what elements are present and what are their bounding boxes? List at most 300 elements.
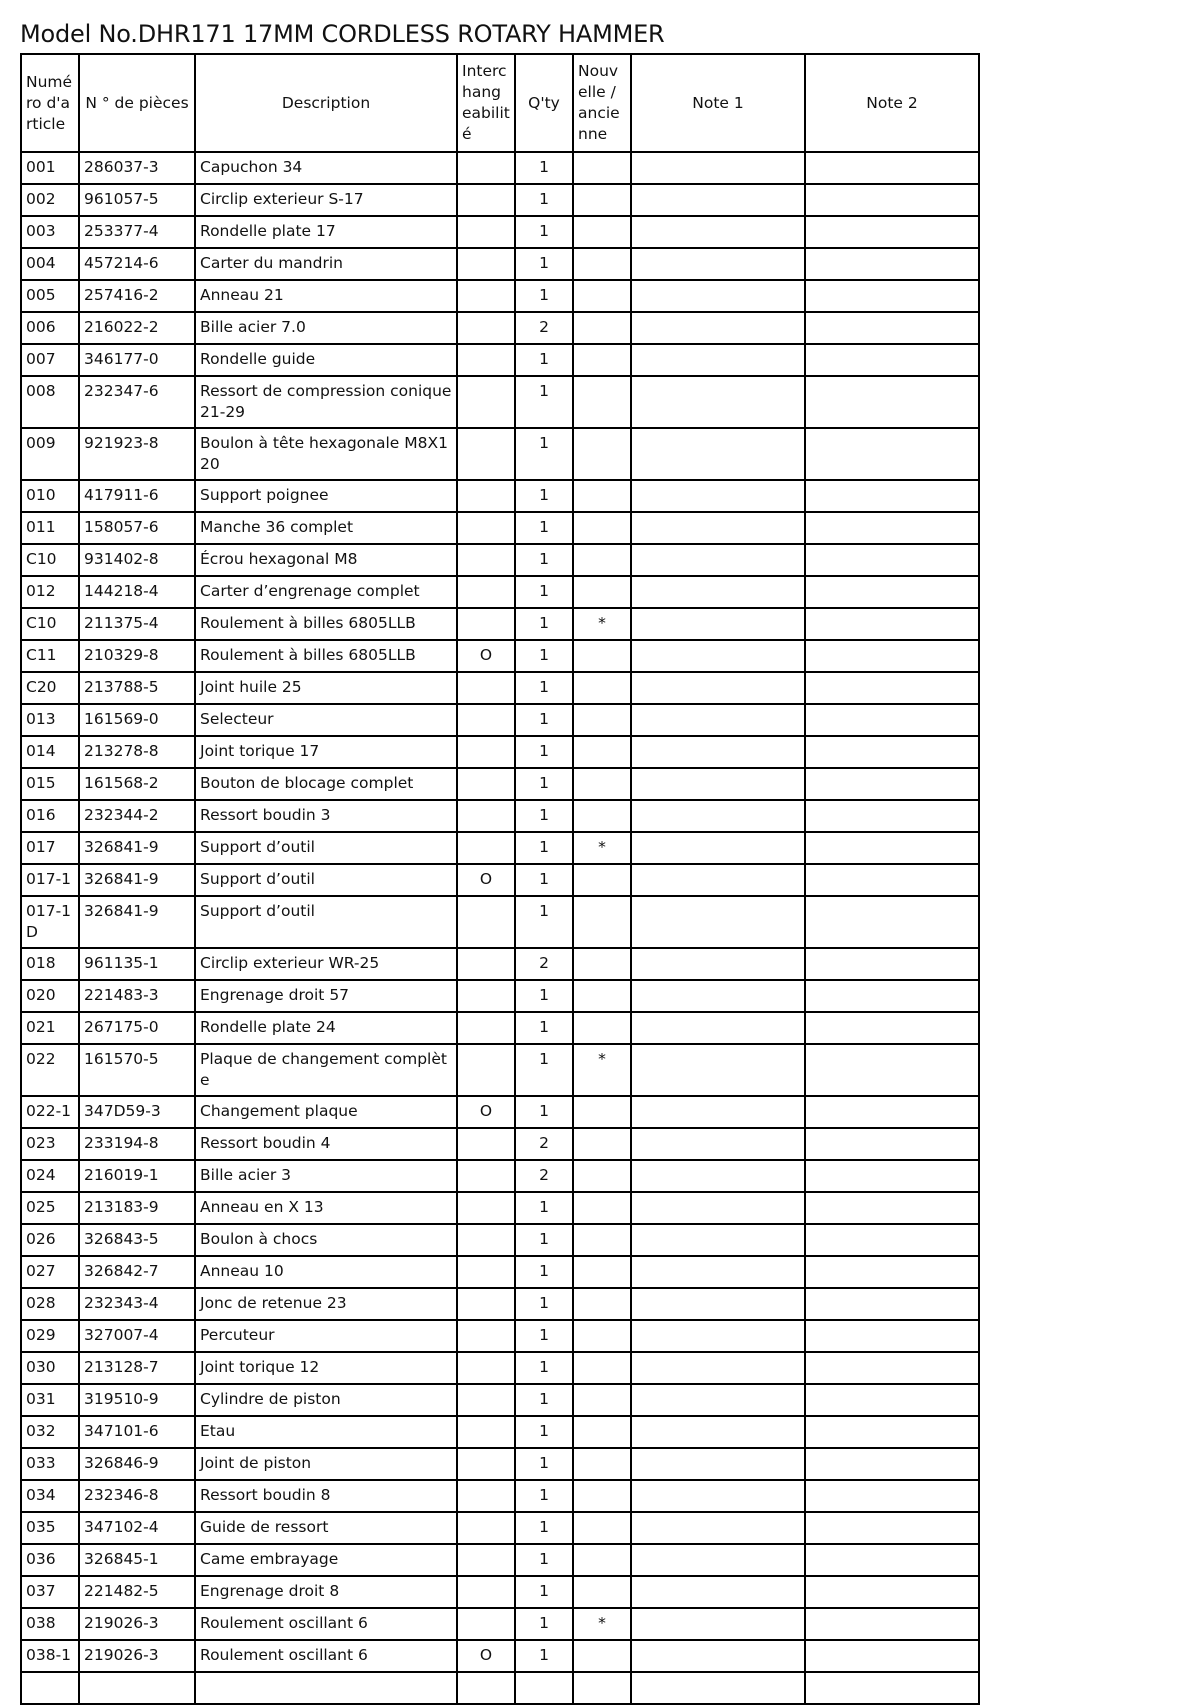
interchangeability-cell — [457, 1256, 515, 1288]
item-number-cell: 028 — [21, 1288, 79, 1320]
item-number-cell: 024 — [21, 1160, 79, 1192]
quantity-cell: 1 — [515, 344, 573, 376]
new-old-cell — [573, 896, 631, 948]
empty-cell — [195, 1672, 457, 1704]
note-1-cell — [631, 544, 805, 576]
new-old-cell — [573, 1576, 631, 1608]
new-old-cell — [573, 1448, 631, 1480]
interchangeability-cell — [457, 832, 515, 864]
note-1-cell — [631, 1044, 805, 1096]
note-2-cell — [805, 1128, 979, 1160]
part-number-cell: 161570-5 — [79, 1044, 195, 1096]
note-2-cell — [805, 1352, 979, 1384]
part-number-cell: 216022-2 — [79, 312, 195, 344]
header-item-number: Numéro d'article — [21, 54, 79, 152]
item-number-cell: 002 — [21, 184, 79, 216]
quantity-cell: 1 — [515, 1448, 573, 1480]
description-cell: Jonc de retenue 23 — [195, 1288, 457, 1320]
item-number-cell: 012 — [21, 576, 79, 608]
new-old-cell — [573, 1640, 631, 1672]
note-2-cell — [805, 1224, 979, 1256]
note-1-cell — [631, 184, 805, 216]
table-row — [21, 948, 979, 980]
note-2-cell — [805, 1480, 979, 1512]
part-number-cell: 921923-8 — [79, 428, 195, 480]
interchangeability-cell — [457, 1288, 515, 1320]
part-number-cell: 961135-1 — [79, 948, 195, 980]
item-number-cell: C10 — [21, 608, 79, 640]
table-row — [21, 184, 979, 216]
note-1-cell — [631, 1576, 805, 1608]
table-row — [21, 768, 979, 800]
header-note-1: Note 1 — [631, 54, 805, 152]
note-1-cell — [631, 672, 805, 704]
quantity-cell: 1 — [515, 800, 573, 832]
quantity-cell: 1 — [515, 640, 573, 672]
header-new-old: Nouvelle / ancienne — [573, 54, 631, 152]
item-number-cell: 021 — [21, 1012, 79, 1044]
note-2-cell — [805, 480, 979, 512]
interchangeability-cell — [457, 512, 515, 544]
table-row — [21, 152, 979, 184]
new-old-cell — [573, 1416, 631, 1448]
item-number-cell: 033 — [21, 1448, 79, 1480]
note-2-cell — [805, 1096, 979, 1128]
interchangeability-cell — [457, 1416, 515, 1448]
note-1-cell — [631, 1320, 805, 1352]
interchangeability-cell — [457, 980, 515, 1012]
part-number-cell: 213183-9 — [79, 1192, 195, 1224]
note-1-cell — [631, 1224, 805, 1256]
quantity-cell: 1 — [515, 248, 573, 280]
note-2-cell — [805, 344, 979, 376]
note-2-cell — [805, 1576, 979, 1608]
item-number-cell: 016 — [21, 800, 79, 832]
empty-cell — [21, 1672, 79, 1704]
description-cell: Capuchon 34 — [195, 152, 457, 184]
interchangeability-cell — [457, 152, 515, 184]
table-row — [21, 376, 979, 428]
note-1-cell — [631, 1480, 805, 1512]
new-old-cell — [573, 768, 631, 800]
note-1-cell — [631, 1012, 805, 1044]
interchangeability-cell: O — [457, 640, 515, 672]
part-number-cell: 213788-5 — [79, 672, 195, 704]
new-old-cell — [573, 1160, 631, 1192]
note-2-cell — [805, 832, 979, 864]
part-number-cell: 161568-2 — [79, 768, 195, 800]
part-number-cell: 457214-6 — [79, 248, 195, 280]
quantity-cell: 1 — [515, 608, 573, 640]
interchangeability-cell — [457, 376, 515, 428]
interchangeability-cell — [457, 1160, 515, 1192]
quantity-cell: 1 — [515, 832, 573, 864]
item-number-cell: 009 — [21, 428, 79, 480]
table-row — [21, 980, 979, 1012]
table-row — [21, 1320, 979, 1352]
part-number-cell: 319510-9 — [79, 1384, 195, 1416]
new-old-cell — [573, 1192, 631, 1224]
table-row — [21, 1044, 979, 1096]
interchangeability-cell — [457, 344, 515, 376]
interchangeability-cell: O — [457, 1096, 515, 1128]
description-cell: Engrenage droit 57 — [195, 980, 457, 1012]
interchangeability-cell — [457, 1608, 515, 1640]
quantity-cell: 2 — [515, 1128, 573, 1160]
part-number-cell: 326841-9 — [79, 864, 195, 896]
new-old-cell — [573, 376, 631, 428]
description-cell: Joint torique 17 — [195, 736, 457, 768]
item-number-cell: 005 — [21, 280, 79, 312]
item-number-cell: 034 — [21, 1480, 79, 1512]
note-2-cell — [805, 248, 979, 280]
item-number-cell: 036 — [21, 1544, 79, 1576]
note-1-cell — [631, 376, 805, 428]
description-cell: Ressort boudin 3 — [195, 800, 457, 832]
table-row — [21, 1192, 979, 1224]
description-cell: Guide de ressort — [195, 1512, 457, 1544]
new-old-cell: * — [573, 832, 631, 864]
new-old-cell — [573, 1288, 631, 1320]
part-number-cell: 326846-9 — [79, 1448, 195, 1480]
interchangeability-cell — [457, 1224, 515, 1256]
interchangeability-cell — [457, 184, 515, 216]
quantity-cell: 1 — [515, 1576, 573, 1608]
quantity-cell: 1 — [515, 184, 573, 216]
description-cell: Support d’outil — [195, 832, 457, 864]
interchangeability-cell — [457, 1128, 515, 1160]
description-cell: Roulement à billes 6805LLB — [195, 640, 457, 672]
table-row — [21, 312, 979, 344]
table-row — [21, 1384, 979, 1416]
new-old-cell — [573, 344, 631, 376]
note-1-cell — [631, 248, 805, 280]
note-1-cell — [631, 832, 805, 864]
interchangeability-cell — [457, 896, 515, 948]
interchangeability-cell — [457, 704, 515, 736]
part-number-cell: 221483-3 — [79, 980, 195, 1012]
description-cell: Ressort boudin 4 — [195, 1128, 457, 1160]
note-1-cell — [631, 1416, 805, 1448]
quantity-cell: 1 — [515, 376, 573, 428]
note-2-cell — [805, 312, 979, 344]
table-row — [21, 1012, 979, 1044]
description-cell: Anneau 21 — [195, 280, 457, 312]
note-2-cell — [805, 1044, 979, 1096]
interchangeability-cell — [457, 1544, 515, 1576]
note-1-cell — [631, 800, 805, 832]
new-old-cell — [573, 864, 631, 896]
note-1-cell — [631, 1640, 805, 1672]
description-cell: Carter du mandrin — [195, 248, 457, 280]
item-number-cell: 017-1D — [21, 896, 79, 948]
description-cell: Boulon à chocs — [195, 1224, 457, 1256]
table-row — [21, 1288, 979, 1320]
quantity-cell: 1 — [515, 1384, 573, 1416]
note-2-cell — [805, 1320, 979, 1352]
interchangeability-cell — [457, 1448, 515, 1480]
part-number-cell: 347101-6 — [79, 1416, 195, 1448]
note-2-cell — [805, 1416, 979, 1448]
part-number-cell: 210329-8 — [79, 640, 195, 672]
quantity-cell: 1 — [515, 1512, 573, 1544]
table-row — [21, 1640, 979, 1672]
description-cell: Manche 36 complet — [195, 512, 457, 544]
interchangeability-cell: O — [457, 1640, 515, 1672]
description-cell: Boulon à tête hexagonale M8X120 — [195, 428, 457, 480]
interchangeability-cell — [457, 216, 515, 248]
item-number-cell: C11 — [21, 640, 79, 672]
note-1-cell — [631, 1608, 805, 1640]
quantity-cell: 1 — [515, 1096, 573, 1128]
table-row — [21, 1448, 979, 1480]
interchangeability-cell — [457, 1044, 515, 1096]
description-cell: Bille acier 3 — [195, 1160, 457, 1192]
table-row — [21, 1480, 979, 1512]
description-cell: Engrenage droit 8 — [195, 1576, 457, 1608]
description-cell: Plaque de changement complète — [195, 1044, 457, 1096]
note-1-cell — [631, 704, 805, 736]
new-old-cell — [573, 1096, 631, 1128]
description-cell: Selecteur — [195, 704, 457, 736]
item-number-cell: 022-1 — [21, 1096, 79, 1128]
quantity-cell: 1 — [515, 576, 573, 608]
part-number-cell: 961057-5 — [79, 184, 195, 216]
table-row — [21, 480, 979, 512]
description-cell: Roulement oscillant 6 — [195, 1608, 457, 1640]
quantity-cell: 1 — [515, 768, 573, 800]
description-cell: Came embrayage — [195, 1544, 457, 1576]
description-cell: Écrou hexagonal M8 — [195, 544, 457, 576]
note-1-cell — [631, 1544, 805, 1576]
quantity-cell: 1 — [515, 672, 573, 704]
new-old-cell — [573, 248, 631, 280]
item-number-cell: 013 — [21, 704, 79, 736]
quantity-cell: 1 — [515, 1044, 573, 1096]
quantity-cell: 1 — [515, 152, 573, 184]
part-number-cell: 219026-3 — [79, 1640, 195, 1672]
note-1-cell — [631, 480, 805, 512]
note-2-cell — [805, 980, 979, 1012]
new-old-cell — [573, 428, 631, 480]
new-old-cell — [573, 576, 631, 608]
empty-cell — [631, 1672, 805, 1704]
quantity-cell: 1 — [515, 216, 573, 248]
description-cell: Changement plaque — [195, 1096, 457, 1128]
new-old-cell — [573, 152, 631, 184]
new-old-cell — [573, 672, 631, 704]
new-old-cell — [573, 736, 631, 768]
item-number-cell: 011 — [21, 512, 79, 544]
new-old-cell — [573, 184, 631, 216]
description-cell: Bouton de blocage complet — [195, 768, 457, 800]
quantity-cell: 1 — [515, 428, 573, 480]
table-row-continuation — [21, 1672, 979, 1704]
interchangeability-cell — [457, 1512, 515, 1544]
note-1-cell — [631, 1448, 805, 1480]
item-number-cell: 031 — [21, 1384, 79, 1416]
new-old-cell: * — [573, 1608, 631, 1640]
interchangeability-cell — [457, 312, 515, 344]
item-number-cell: 027 — [21, 1256, 79, 1288]
note-1-cell — [631, 736, 805, 768]
quantity-cell: 1 — [515, 1288, 573, 1320]
part-number-cell: 326845-1 — [79, 1544, 195, 1576]
note-1-cell — [631, 948, 805, 980]
table-row — [21, 428, 979, 480]
table-row — [21, 248, 979, 280]
table-header-row — [21, 54, 979, 152]
note-1-cell — [631, 1256, 805, 1288]
note-2-cell — [805, 512, 979, 544]
quantity-cell: 1 — [515, 1544, 573, 1576]
description-cell: Circlip exterieur WR-25 — [195, 948, 457, 980]
description-cell: Circlip exterieur S-17 — [195, 184, 457, 216]
part-number-cell: 233194-8 — [79, 1128, 195, 1160]
note-1-cell — [631, 1160, 805, 1192]
note-2-cell — [805, 1544, 979, 1576]
note-1-cell — [631, 216, 805, 248]
parts-table-body — [21, 152, 979, 1704]
part-number-cell: 158057-6 — [79, 512, 195, 544]
note-2-cell — [805, 280, 979, 312]
new-old-cell — [573, 704, 631, 736]
new-old-cell — [573, 1480, 631, 1512]
note-2-cell — [805, 672, 979, 704]
item-number-cell: 003 — [21, 216, 79, 248]
new-old-cell — [573, 1256, 631, 1288]
new-old-cell — [573, 980, 631, 1012]
table-row — [21, 216, 979, 248]
quantity-cell: 1 — [515, 896, 573, 948]
note-2-cell — [805, 1160, 979, 1192]
quantity-cell: 1 — [515, 980, 573, 1012]
description-cell: Anneau 10 — [195, 1256, 457, 1288]
item-number-cell: 010 — [21, 480, 79, 512]
table-row — [21, 672, 979, 704]
note-1-cell — [631, 576, 805, 608]
description-cell: Support poignee — [195, 480, 457, 512]
item-number-cell: 022 — [21, 1044, 79, 1096]
part-number-cell: 144218-4 — [79, 576, 195, 608]
note-2-cell — [805, 544, 979, 576]
new-old-cell — [573, 216, 631, 248]
new-old-cell — [573, 480, 631, 512]
new-old-cell — [573, 512, 631, 544]
part-number-cell: 232346-8 — [79, 1480, 195, 1512]
interchangeability-cell — [457, 248, 515, 280]
quantity-cell: 1 — [515, 1012, 573, 1044]
note-2-cell — [805, 704, 979, 736]
new-old-cell: * — [573, 1044, 631, 1096]
interchangeability-cell — [457, 544, 515, 576]
table-row — [21, 280, 979, 312]
quantity-cell: 1 — [515, 544, 573, 576]
empty-cell — [515, 1672, 573, 1704]
quantity-cell: 1 — [515, 1416, 573, 1448]
note-2-cell — [805, 428, 979, 480]
quantity-cell: 1 — [515, 704, 573, 736]
note-2-cell — [805, 1608, 979, 1640]
interchangeability-cell — [457, 428, 515, 480]
table-row — [21, 544, 979, 576]
table-row — [21, 1416, 979, 1448]
description-cell: Cylindre de piston — [195, 1384, 457, 1416]
table-row — [21, 1256, 979, 1288]
note-2-cell — [805, 152, 979, 184]
quantity-cell: 1 — [515, 1352, 573, 1384]
new-old-cell: * — [573, 608, 631, 640]
note-1-cell — [631, 980, 805, 1012]
part-number-cell: 232344-2 — [79, 800, 195, 832]
note-1-cell — [631, 1352, 805, 1384]
item-number-cell: 008 — [21, 376, 79, 428]
interchangeability-cell — [457, 1320, 515, 1352]
item-number-cell: 038-1 — [21, 1640, 79, 1672]
quantity-cell: 1 — [515, 1192, 573, 1224]
part-number-cell: 347D59-3 — [79, 1096, 195, 1128]
table-row — [21, 1544, 979, 1576]
note-1-cell — [631, 768, 805, 800]
description-cell: Bille acier 7.0 — [195, 312, 457, 344]
new-old-cell — [573, 948, 631, 980]
note-1-cell — [631, 1288, 805, 1320]
part-number-cell: 257416-2 — [79, 280, 195, 312]
new-old-cell — [573, 1012, 631, 1044]
item-number-cell: 020 — [21, 980, 79, 1012]
note-2-cell — [805, 376, 979, 428]
part-number-cell: 346177-0 — [79, 344, 195, 376]
table-row — [21, 576, 979, 608]
note-1-cell — [631, 1128, 805, 1160]
note-1-cell — [631, 896, 805, 948]
interchangeability-cell — [457, 800, 515, 832]
note-1-cell — [631, 428, 805, 480]
table-row — [21, 800, 979, 832]
description-cell: Joint de piston — [195, 1448, 457, 1480]
description-cell: Carter d’engrenage complet — [195, 576, 457, 608]
description-cell: Rondelle guide — [195, 344, 457, 376]
description-cell: Percuteur — [195, 1320, 457, 1352]
new-old-cell — [573, 544, 631, 576]
note-1-cell — [631, 152, 805, 184]
note-1-cell — [631, 864, 805, 896]
part-number-cell: 931402-8 — [79, 544, 195, 576]
item-number-cell: 017 — [21, 832, 79, 864]
interchangeability-cell — [457, 1192, 515, 1224]
part-number-cell: 286037-3 — [79, 152, 195, 184]
note-2-cell — [805, 1384, 979, 1416]
item-number-cell: 037 — [21, 1576, 79, 1608]
part-number-cell: 232343-4 — [79, 1288, 195, 1320]
description-cell: Roulement oscillant 6 — [195, 1640, 457, 1672]
quantity-cell: 2 — [515, 948, 573, 980]
header-interchangeability: Interchangeabilité — [457, 54, 515, 152]
item-number-cell: 017-1 — [21, 864, 79, 896]
interchangeability-cell — [457, 1480, 515, 1512]
description-cell: Joint huile 25 — [195, 672, 457, 704]
table-row — [21, 1608, 979, 1640]
empty-cell — [457, 1672, 515, 1704]
item-number-cell: 032 — [21, 1416, 79, 1448]
part-number-cell: 216019-1 — [79, 1160, 195, 1192]
quantity-cell: 1 — [515, 736, 573, 768]
part-number-cell: 327007-4 — [79, 1320, 195, 1352]
note-1-cell — [631, 640, 805, 672]
quantity-cell: 1 — [515, 480, 573, 512]
page-title: Model No.DHR171 17MM CORDLESS ROTARY HAMMER — [20, 20, 665, 48]
note-1-cell — [631, 344, 805, 376]
